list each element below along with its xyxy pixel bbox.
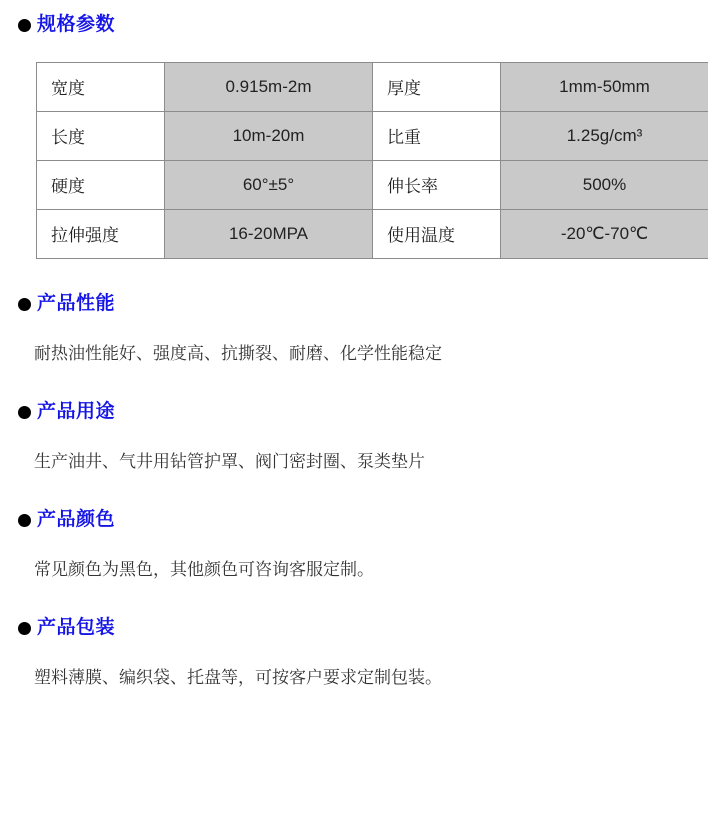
section-heading-usage bbox=[18, 401, 690, 424]
table-row bbox=[37, 160, 708, 209]
section-heading-label: 产品性能 bbox=[37, 292, 116, 314]
bullet-dot-icon bbox=[18, 514, 31, 527]
section-packaging bbox=[18, 617, 690, 691]
bullet-dot-icon bbox=[18, 622, 31, 635]
section-body-text: 塑料薄膜、编织袋、托盘等，可按客户要求定制包装。 bbox=[34, 667, 442, 687]
table-row bbox=[37, 209, 708, 258]
spec-label: 厚度 bbox=[373, 62, 501, 111]
spec-label: 比重 bbox=[373, 111, 501, 160]
bullet-dot-icon bbox=[18, 406, 31, 419]
bullet-dot-icon bbox=[18, 19, 31, 32]
spec-label: 宽度 bbox=[37, 62, 165, 111]
section-color bbox=[18, 509, 690, 583]
spec-label: 长度 bbox=[37, 111, 165, 160]
section-heading-label: 产品用途 bbox=[37, 400, 116, 422]
section-heading-color bbox=[18, 509, 690, 532]
spec-table-container bbox=[18, 62, 690, 259]
spec-value: 10m-20m bbox=[165, 111, 373, 160]
section-usage bbox=[18, 401, 690, 475]
spec-value: 16-20MPA bbox=[165, 209, 373, 258]
section-performance bbox=[18, 293, 690, 367]
section-body-text: 常见颜色为黑色，其他颜色可咨询客服定制。 bbox=[34, 559, 374, 579]
section-body-text: 耐热油性能好、强度高、抗撕裂、耐磨、化学性能稳定 bbox=[34, 343, 442, 363]
table-row bbox=[37, 62, 708, 111]
section-heading-label: 产品颜色 bbox=[37, 508, 116, 530]
spec-label: 硬度 bbox=[37, 160, 165, 209]
section-heading-packaging bbox=[18, 617, 690, 640]
section-heading-label: 产品包装 bbox=[37, 616, 116, 638]
spec-value: 1mm-50mm bbox=[501, 62, 708, 111]
spec-label: 伸长率 bbox=[373, 160, 501, 209]
spec-value: 1.25g/cm³ bbox=[501, 111, 708, 160]
spec-table bbox=[36, 62, 708, 259]
bullet-dot-icon bbox=[18, 298, 31, 311]
spec-label: 使用温度 bbox=[373, 209, 501, 258]
section-heading-performance bbox=[18, 293, 690, 316]
spec-value: 500% bbox=[501, 160, 708, 209]
spec-value: 0.915m-2m bbox=[165, 62, 373, 111]
spec-value: -20℃-70℃ bbox=[501, 209, 708, 258]
section-heading-label: 规格参数 bbox=[37, 14, 116, 35]
section-heading-specs bbox=[18, 14, 690, 37]
table-row bbox=[37, 111, 708, 160]
spec-value: 60°±5° bbox=[165, 160, 373, 209]
section-body-text: 生产油井、气井用钻管护罩、阀门密封圈、泵类垫片 bbox=[34, 451, 425, 471]
spec-label: 拉伸强度 bbox=[37, 209, 165, 258]
